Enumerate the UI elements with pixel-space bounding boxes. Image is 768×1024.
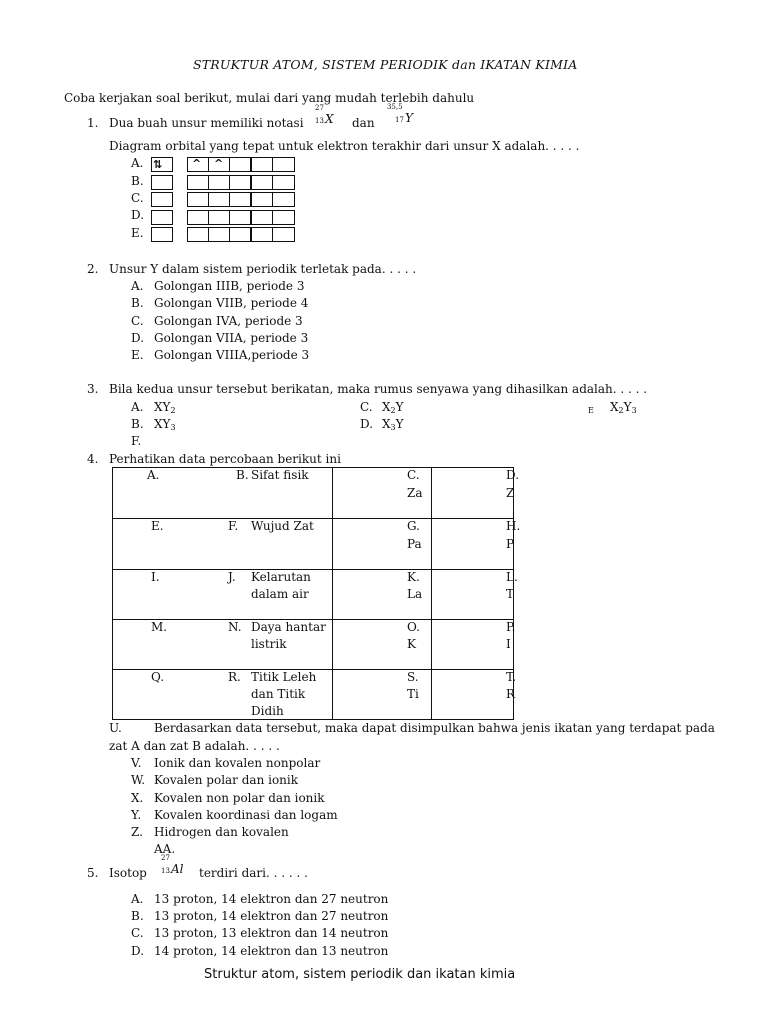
q4-u-text2: zat A dan zat B adalah. . . . . — [109, 739, 280, 753]
q4-option-z-text: Hidrogen dan kovalen — [154, 825, 289, 839]
q2-option-c-text: Golongan IVA, periode 3 — [154, 314, 303, 328]
orbital-s-box — [151, 192, 173, 207]
q3-option-a-formula: XY2 — [154, 400, 176, 415]
nuclide-y-mass: 35,5 — [387, 103, 403, 111]
q4-option-y-text: Kovalen koordinasi dan logam — [154, 808, 338, 822]
orbital-p-box-5 — [272, 210, 295, 225]
table-cell: dalam air — [251, 587, 309, 601]
table-cell: Daya hantar — [251, 620, 326, 634]
q4-option-w-letter[interactable]: W. — [131, 773, 146, 787]
table-cell: J. — [228, 570, 236, 584]
table-cell: I. — [151, 570, 160, 584]
q1-option-e[interactable]: E. — [131, 226, 144, 240]
table-cell: Kelarutan — [251, 570, 311, 584]
q1-text: Dua buah unsur memiliki notasi — [109, 116, 304, 130]
page-footer: Struktur atom, sistem periodik dan ikatan kimia — [204, 967, 516, 982]
table-cell: S. — [407, 670, 419, 684]
table-cell: H. — [506, 519, 521, 533]
table-row-divider — [112, 569, 514, 570]
orbital-p-box-3 — [229, 192, 251, 207]
nuclide-y-atomic: 17 — [395, 116, 404, 124]
table-cell: Didih — [251, 704, 284, 718]
table-cell: P. — [506, 620, 516, 634]
q1-option-d[interactable]: D. — [131, 208, 145, 222]
table-cell: listrik — [251, 637, 287, 651]
q2-option-e-letter[interactable]: E. — [131, 348, 144, 362]
orbital-p-box-3 — [229, 210, 251, 225]
table-col-divider — [332, 467, 333, 720]
q2-option-b-letter[interactable]: B. — [131, 296, 144, 310]
orbital-p-box-1 — [187, 227, 209, 242]
q5-option-d-letter[interactable]: D. — [131, 944, 145, 958]
orbital-p-box-1 — [187, 175, 209, 190]
table-cell: L. — [506, 570, 518, 584]
table-cell: D. — [506, 468, 520, 482]
q5-option-a-text: 13 proton, 14 elektron dan 27 neutron — [154, 892, 389, 906]
orbital-s-box — [151, 175, 173, 190]
q4-option-v-text: Ionik dan kovalen nonpolar — [154, 756, 321, 770]
orbital-p-box-3 — [229, 175, 251, 190]
q3-option-d-formula: X3Y — [382, 417, 404, 432]
table-cell: A. — [147, 468, 160, 482]
table-cell: C. — [407, 468, 420, 482]
table-col-divider — [431, 467, 432, 720]
q4-number: 4. — [87, 452, 99, 466]
q3-question: Bila kedua unsur tersebut berikatan, maka rumus senyawa yang dihasilkan adalah. . . . . — [109, 382, 648, 396]
q4-option-w-text: Kovalen polar dan ionik — [154, 773, 299, 787]
orbital-p-box-2 — [208, 227, 230, 242]
q3-option-b-formula: XY3 — [154, 417, 176, 432]
q5-option-c-letter[interactable]: C. — [131, 926, 144, 940]
q2-number: 2. — [87, 262, 99, 276]
orbital-p-box-1 — [187, 210, 209, 225]
q3-option-a-letter[interactable]: A. — [131, 400, 144, 414]
orbital-s-box — [151, 227, 173, 242]
q5-option-c-text: 13 proton, 13 elektron dan 14 neutron — [154, 926, 389, 940]
q5-option-b-text: 13 proton, 14 elektron dan 27 neutron — [154, 909, 389, 923]
q2-option-a-letter[interactable]: A. — [131, 279, 144, 293]
table-cell: R. — [228, 670, 241, 684]
nuclide-y-symbol: Y — [405, 111, 413, 125]
table-cell: dan Titik — [251, 687, 306, 701]
orbital-p-box-4 — [251, 227, 273, 242]
table-cell: Q. — [151, 670, 165, 684]
electron-pair-icon: ⇅ — [153, 158, 163, 171]
table-cell: T — [506, 587, 515, 601]
q3-option-c-formula: X2Y — [382, 400, 404, 415]
table-cell: M. — [151, 620, 168, 634]
nuclide-x-mass: 27 — [315, 104, 324, 112]
q1-option-b[interactable]: B. — [131, 174, 144, 188]
orbital-p-box-2 — [208, 192, 230, 207]
q4-option-y-letter[interactable]: Y. — [131, 808, 142, 822]
q2-option-e-text: Golongan VIIIA,periode 3 — [154, 348, 310, 362]
table-cell: K — [407, 637, 416, 651]
q4-question: Perhatikan data percobaan berikut ini — [109, 452, 341, 466]
table-cell: Ti — [407, 687, 419, 701]
table-cell: Z — [506, 486, 515, 500]
orbital-p-box-4 — [251, 175, 273, 190]
orbital-p-box-5 — [272, 175, 295, 190]
q3-option-e-letter[interactable]: E — [588, 406, 594, 415]
q1-and: dan — [352, 116, 375, 130]
table-cell: P — [506, 537, 515, 551]
table-cell: Wujud Zat — [251, 519, 314, 533]
table-cell: I — [506, 637, 511, 651]
orbital-p-box-2 — [208, 210, 230, 225]
q4-option-v-letter[interactable]: V. — [131, 756, 142, 770]
q4-u-text: Berdasarkan data tersebut, maka dapat disimpulkan bahwa jenis ikatan yang terdapat pada — [154, 721, 715, 735]
q2-option-a-text: Golongan IIIB, periode 3 — [154, 279, 305, 293]
orbital-s-box — [151, 210, 173, 225]
q2-option-b-text: Golongan VIIB, periode 4 — [154, 296, 309, 310]
q1-number: 1. — [87, 116, 99, 130]
q1-question: Diagram orbital yang tepat untuk elektron terakhir dari unsur X adalah. . . . . — [109, 139, 580, 153]
table-cell: Sifat fisik — [251, 468, 309, 482]
orbital-p-box-5 — [272, 157, 295, 172]
table-cell: Za — [407, 486, 423, 500]
electron-up-icon: ^ — [192, 157, 202, 170]
q4-option-x-letter[interactable]: X. — [131, 791, 144, 805]
page-title: STRUKTUR ATOM, SISTEM PERIODIK dan IKATAN KIMIA — [193, 57, 578, 72]
nuclide-x-atomic: 13 — [315, 117, 324, 125]
orbital-p-box-4 — [251, 157, 273, 172]
q5-option-a-letter[interactable]: A. — [131, 892, 144, 906]
nuclide-x-symbol: X — [325, 112, 334, 126]
q2-option-c-letter[interactable]: C. — [131, 314, 144, 328]
table-cell: K. — [407, 570, 420, 584]
orbital-p-box-2 — [208, 175, 230, 190]
orbital-p-box-4 — [251, 192, 273, 207]
orbital-p-box-4 — [251, 210, 273, 225]
q4-option-x-text: Kovalen non polar dan ionik — [154, 791, 325, 805]
orbital-p-box-5 — [272, 192, 295, 207]
q1-option-c[interactable]: C. — [131, 191, 144, 205]
table-cell: Titik Leleh — [251, 670, 317, 684]
instruction: Coba kerjakan soal berikut, mulai dari yang mudah terlebih dahulu — [64, 91, 475, 105]
table-cell: Pa — [407, 537, 422, 551]
q3-option-e-formula: X2Y3 — [610, 400, 637, 415]
q5-option-b-letter[interactable]: B. — [131, 909, 144, 923]
q4-option-aa-letter[interactable]: AA. — [154, 842, 176, 856]
table-cell: La — [407, 587, 423, 601]
table-cell: O. — [407, 620, 420, 634]
orbital-p-box-1 — [187, 192, 209, 207]
q5-option-d-text: 14 proton, 14 elektron dan 13 neutron — [154, 944, 389, 958]
nuclide-al-atomic: 13 — [161, 867, 170, 875]
electron-up-icon: ^ — [214, 157, 224, 170]
q5-question: terdiri dari. . . . . . — [199, 866, 308, 880]
q4-option-z-letter[interactable]: Z. — [131, 825, 143, 839]
table-cell: E. — [151, 519, 164, 533]
table-cell: R — [506, 687, 516, 701]
q2-question: Unsur Y dalam sistem periodik terletak pada. . . . . — [109, 262, 417, 276]
orbital-p-box-5 — [272, 227, 295, 242]
table-cell: G. — [407, 519, 420, 533]
q3-option-c-letter[interactable]: C. — [360, 400, 373, 414]
table-cell: T. — [506, 670, 517, 684]
q2-option-d-letter[interactable]: D. — [131, 331, 145, 345]
q3-number: 3. — [87, 382, 99, 396]
q5-text: Isotop — [109, 866, 147, 880]
q3-option-d-letter[interactable]: D. — [360, 417, 374, 431]
orbital-p-box-3 — [229, 157, 251, 172]
q5-number: 5. — [87, 866, 99, 880]
table-cell: F. — [228, 519, 239, 533]
nuclide-al-mass: 27 — [161, 854, 170, 862]
q3-option-b-letter[interactable]: B. — [131, 417, 144, 431]
table-cell: N. — [228, 620, 242, 634]
q2-option-d-text: Golongan VIIA, periode 3 — [154, 331, 309, 345]
q4-u-letter: U. — [109, 721, 122, 735]
orbital-p-box-3 — [229, 227, 251, 242]
q3-option-f-letter[interactable]: F. — [131, 434, 142, 448]
nuclide-al-symbol: Al — [171, 862, 184, 876]
table-cell: B. — [236, 468, 249, 482]
q1-option-a[interactable]: A. — [131, 156, 144, 170]
